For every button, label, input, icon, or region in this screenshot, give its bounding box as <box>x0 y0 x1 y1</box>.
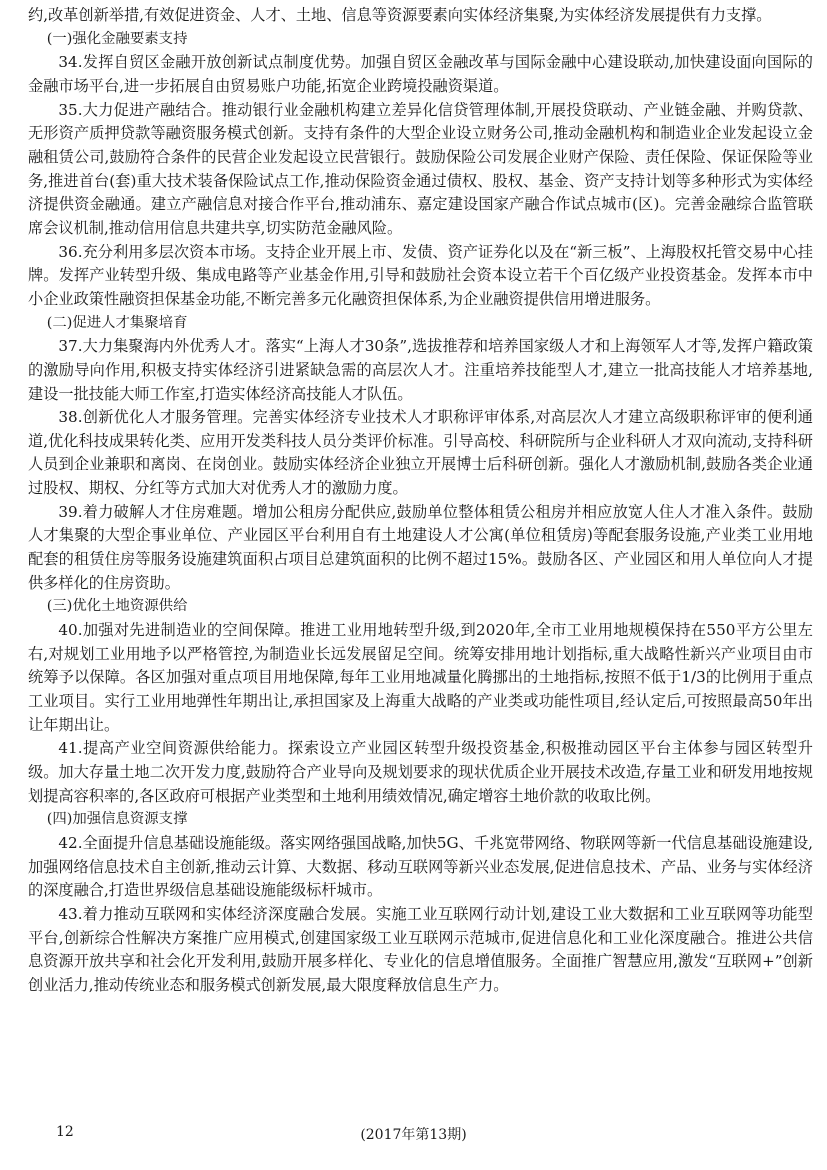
paragraph: 41.提高产业空间资源供给能力。探索设立产业园区转型升级投资基金,积极推动园区平台主体参与园区转型升级。加大存量土地二次开发力度,鼓励符合产业导向及规划要求的现状优质企业开展技术改造,存量工业和研发用地按规划提高容积率的,各区政府可根据产业类型和土地利用绩效情况,确定增容土地价款的收取比例。 <box>28 739 813 805</box>
page-number: 12 <box>56 1124 74 1140</box>
section-heading: (二)促进人才集聚培育 <box>46 314 188 331</box>
issue-label: (2017年第13期) <box>360 1127 467 1143</box>
paragraph: 38.创新优化人才服务管理。完善实体经济专业技术人才职称评审体系,对高层次人才建立高级职称评审的便利通道,优化科技成果转化类、应用开发类科技人员分类评价标准。引导高校、科研院所与企业科研人才双向流动,支持科研人员到企业兼职和离岗、在岗创业。鼓励实体经济企业独立开展博士后科研创新。强化人才激励机制,鼓励各类企业通过股权、期权、分红等方式加大对优秀人才的激励力度。 <box>28 408 813 498</box>
paragraph: 40.加强对先进制造业的空间保障。推进工业用地转型升级,到2020年,全市工业用地规模保持在550平方公里左右,对规划工业用地予以严格管控,为制造业长远发展留足空间。统筹安排用地计划指标,重大战略性新兴产业项目由市统筹予以保障。各区加强对重点项目用地保障,每年工业用地减量化腾挪出的土地指标,按照不低于1/3的比例用于重点工业项目。实行工业用地弹性年期出让,承担国家及上海重大战略的产业类或功能性项目,经认定后,可按照最高50年出让年期出让。 <box>28 621 813 734</box>
paragraph: 约,改革创新举措,有效促进资金、人才、土地、信息等资源要素向实体经济集聚,为实体经济发展提供有力支撑。 <box>28 6 772 24</box>
paragraph: 42.全面提升信息基础设施能级。落实网络强国战略,加快5G、千兆宽带网络、物联网等新一代信息基础设施建设,加强网络信息技术自主创新,推动云计算、大数据、移动互联网等新兴业态发展,促进信息技术、产品、业务与实体经济的深度融合,打造世界级信息基础设施能级标杆城市。 <box>28 833 813 900</box>
body-text <box>28 4 813 998</box>
paragraph: 39.着力破解人才住房难题。增加公租房分配供应,鼓励单位整体租赁公租房并相应放宽人住人才准入条件。鼓励人才集聚的大型企事业单位、产业园区平台利用自有土地建设人才公寓(单位租赁房)等配套服务设施,产业类工业用地配套的租赁住房等服务设施建筑面积占项目总建筑面积的比例不超过15%。鼓励各区、产业园区和用人单位向人才提供多样化的住房资助。 <box>28 502 813 592</box>
section-heading: (一)强化金融要素支持 <box>46 30 188 47</box>
paragraph: 35.大力促进产融结合。推动银行业金融机构建立差异化信贷管理体制,开展投贷联动、产业链金融、并购贷款、无形资产质押贷款等融资服务模式创新。支持有条件的大型企业设立财务公司,推动金融机构和制造业企业发起设立金融租赁公司,鼓励符合条件的民营企业发起设立民营银行。鼓励保险公司发展企业财产保险、责任保险、保证保险等业务,推进首台(套)重大技术装备保险试点工作,推动保险资金通过债权、股权、基金、资产支持计划等多种形式为实体经济提供资金融通。建立产融信息对接合作平台,推动浦东、嘉定建设国家产融合作试点城市(区)。完善金融综合监管联席会议机制,推动信用信息共建共享,切实防范金融风险。 <box>28 100 813 237</box>
section-heading: (三)优化土地资源供给 <box>46 598 188 615</box>
paragraph: 34.发挥自贸区金融开放创新试点制度优势。加强自贸区金融改革与国际金融中心建设联动,加快建设面向国际的金融市场平台,进一步拓展自由贸易账户功能,拓宽企业跨境投融资渠道。 <box>28 53 813 95</box>
section-heading: (四)加强信息资源支撑 <box>46 811 188 828</box>
paragraph: 37.大力集聚海内外优秀人才。落实“上海人才30条”,选拔推荐和培养国家级人才和上海领军人才等,发挥户籍政策的激励导向作用,积极支持实体经济引进紧缺急需的高层次人才。注重培养技能型人才,建立一批高技能人才培养基地,建设一批技能大师工作室,打造实体经济高技能人才队伍。 <box>28 337 813 403</box>
paragraph: 36.充分利用多层次资本市场。支持企业开展上市、发债、资产证券化以及在“新三板”、上海股权托管交易中心挂牌。发挥产业转型升级、集成电路等产业基金作用,引导和鼓励社会资本设立若干个百亿级产业投资基金。发挥本市中小企业政策性融资担保基金功能,不断完善多元化融资担保体系,为企业融资提供信用增进服务。 <box>28 242 813 308</box>
paragraph: 43.着力推动互联网和实体经济深度融合发展。实施工业互联网行动计划,建设工业大数据和工业互联网等功能型平台,创新综合性解决方案推广应用模式,创建国家级工业互联网示范城市,促进信息化和工业化深度融合。推进公共信息资源开放共享和社会化开发利用,鼓励开展多样化、专业化的信息增值服务。全面推广智慧应用,激发“互联网+”创新创业活力,推动传统业态和服务模式创新发展,最大限度释放信息生产力。 <box>28 904 813 994</box>
page-footer <box>0 1124 827 1148</box>
